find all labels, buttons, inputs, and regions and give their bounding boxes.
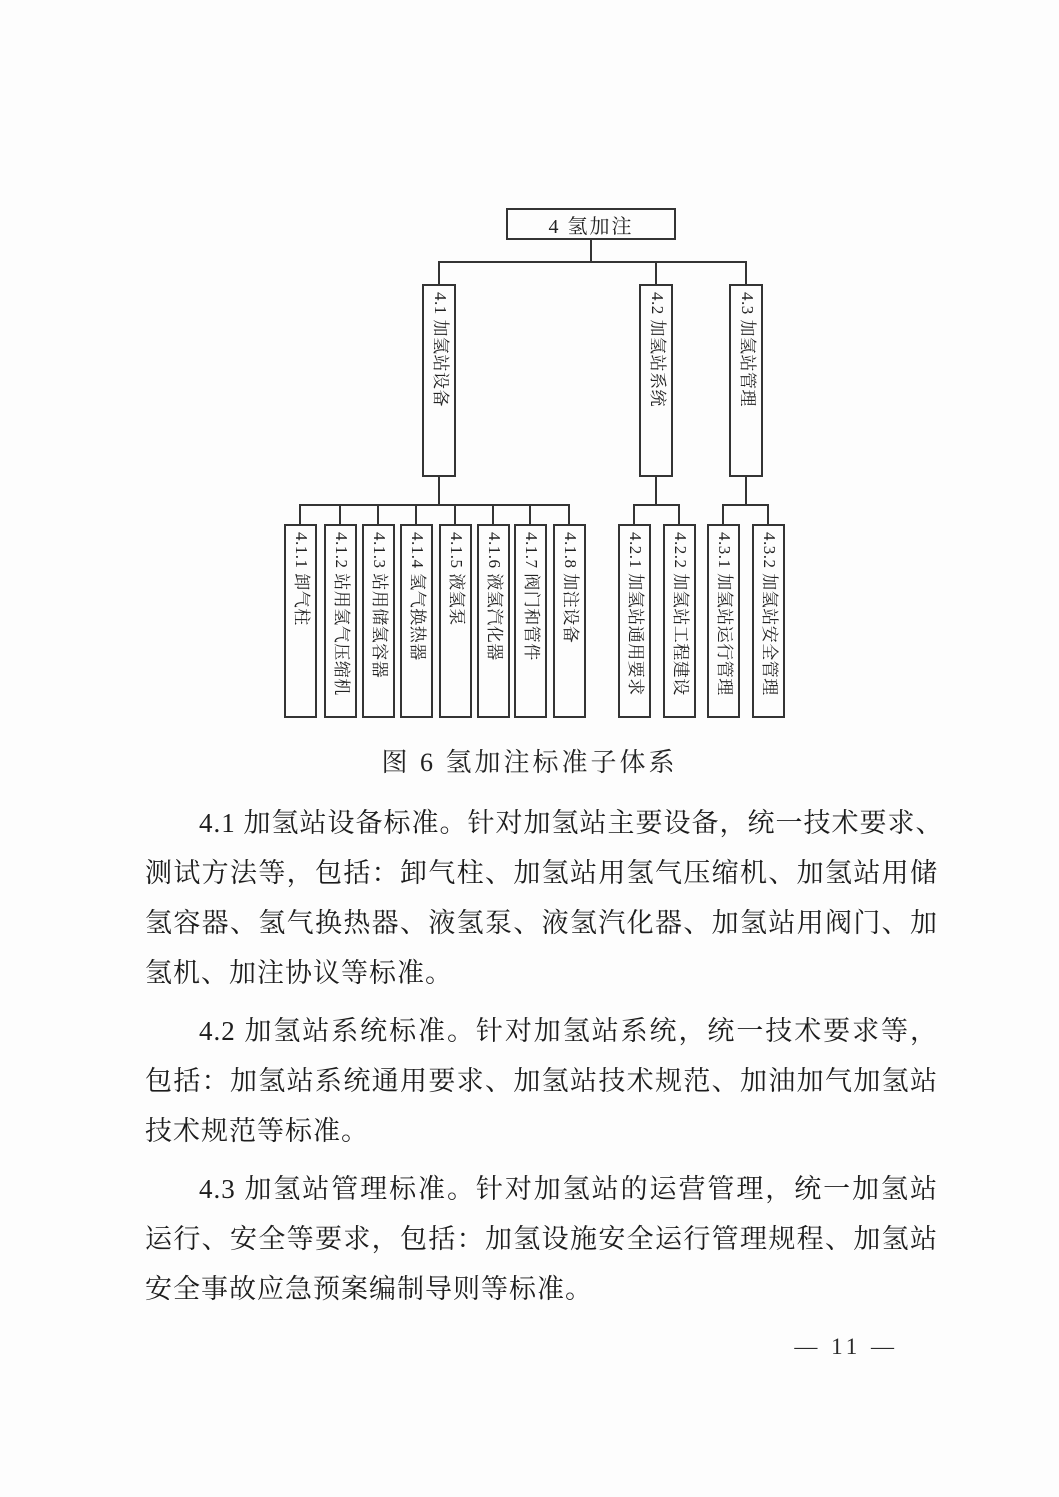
paragraph-line: 包括：加氢站系统通用要求、加氢站技术规范、加油加气加氢站 [145, 1066, 938, 1096]
tree-node-leaf-3-1: 4.3.1 加氢站运行管理 [707, 524, 740, 718]
tree-connector-line [339, 504, 341, 524]
tree-connector-line [438, 477, 440, 506]
tree-connector-line [633, 504, 680, 506]
tree-node-branch-2: 4.2 加氢站系统 [639, 284, 673, 477]
tree-node-leaf-2-1: 4.2.1 加氢站通用要求 [618, 524, 651, 718]
body-paragraph-2 [145, 1006, 938, 1156]
paragraph-line: 4.3 加氢站管理标准。针对加氢站的运营管理，统一加氢站 [199, 1174, 938, 1204]
paragraph-line: 安全事故应急预案编制导则等标准。 [145, 1274, 593, 1304]
body-paragraph-3 [145, 1164, 938, 1314]
tree-connector-line [655, 477, 657, 506]
body-paragraph-1 [145, 798, 944, 998]
tree-connector-line [415, 504, 417, 524]
tree-node-leaf-1-4: 4.1.4 氢气换热器 [400, 524, 433, 718]
page-number: — 11 — [794, 1334, 898, 1359]
tree-node-branch-1: 4.1 加氢站设备 [422, 284, 456, 477]
tree-connector-line [678, 504, 680, 524]
paragraph-line: 4.1 加氢站设备标准。针对加氢站主要设备，统一技术要求、 [199, 808, 944, 838]
tree-connector-line [655, 261, 657, 284]
tree-connector-line [568, 504, 570, 524]
tree-node-leaf-2-2: 4.2.2 加氢站工程建设 [663, 524, 696, 718]
tree-node-leaf-1-6: 4.1.6 液氢汽化器 [477, 524, 510, 718]
tree-connector-line [722, 504, 724, 524]
tree-node-branch-3: 4.3 加氢站管理 [729, 284, 763, 477]
tree-connector-line [722, 504, 769, 506]
paragraph-line: 技术规范等标准。 [145, 1116, 369, 1146]
tree-node-leaf-1-1: 4.1.1 卸气柱 [284, 524, 317, 718]
paragraph-line: 运行、安全等要求，包括：加氢设施安全运行管理规程、加氢站 [145, 1224, 938, 1254]
tree-node-leaf-1-3: 4.1.3 站用储氢容器 [362, 524, 395, 718]
tree-node-leaf-1-2: 4.1.2 站用氢气压缩机 [324, 524, 357, 718]
tree-connector-line [438, 261, 440, 284]
tree-connector-line [299, 504, 301, 524]
tree-connector-line [590, 240, 592, 263]
tree-node-leaf-3-2: 4.3.2 加氢站安全管理 [752, 524, 785, 718]
tree-connector-line [377, 504, 379, 524]
tree-connector-line [454, 504, 456, 524]
body-text [145, 798, 944, 1322]
paragraph-line: 测试方法等，包括：卸气柱、加氢站用氢气压缩机、加氢站用储 [145, 858, 938, 888]
paragraph-line: 4.2 加氢站系统标准。针对加氢站系统，统一技术要求等， [199, 1016, 938, 1046]
figure-caption: 图 6 氢加注标准子体系 [381, 748, 678, 777]
paragraph-line: 氢机、加注协议等标准。 [145, 958, 453, 988]
tree-connector-line [529, 504, 531, 524]
tree-node-leaf-1-5: 4.1.5 液氢泵 [439, 524, 472, 718]
tree-connector-line [633, 504, 635, 524]
tree-connector-line [767, 504, 769, 524]
tree-connector-line [492, 504, 494, 524]
tree-node-leaf-1-8: 4.1.8 加注设备 [553, 524, 586, 718]
tree-node-root: 4 氢加注 [506, 208, 676, 240]
paragraph-line: 氢容器、氢气换热器、液氢泵、液氢汽化器、加氢站用阀门、加 [145, 908, 938, 938]
tree-connector-line [745, 477, 747, 506]
tree-connector-line [438, 261, 747, 263]
tree-node-leaf-1-7: 4.1.7 阀门和管件 [514, 524, 547, 718]
tree-connector-line [745, 261, 747, 284]
